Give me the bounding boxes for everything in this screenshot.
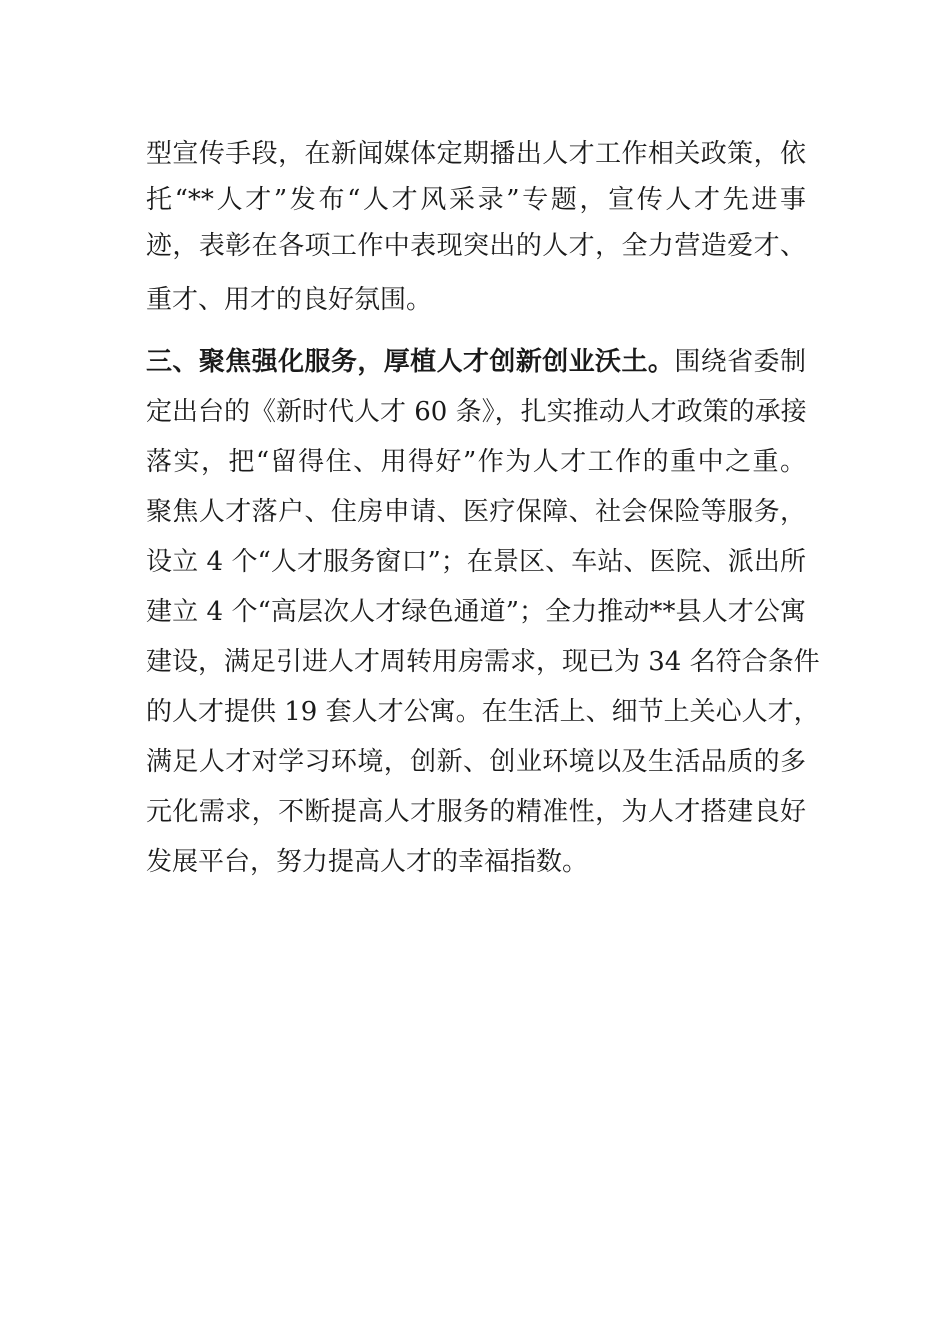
paragraph-2-line-1: [146, 347, 806, 377]
paragraph-2-line-10: 元化需求，不断提高人才服务的精准性，为人才搭建良好: [146, 797, 806, 827]
paragraph-2-line-4: 聚焦人才落户、住房申请、医疗保障、社会保险等服务，: [146, 497, 806, 527]
paragraph-1-line-1: 型宣传手段，在新闻媒体定期播出人才工作相关政策，依: [146, 139, 806, 169]
paragraph-2-line-9: 满足人才对学习环境，创新、创业环境以及生活品质的多: [146, 747, 806, 777]
paragraph-1-line-2: 托“**人才”发布“人才风采录”专题，宣传人才先进事: [146, 185, 806, 215]
paragraph-2-line-2: 定出台的《新时代人才 60 条》，扎实推动人才政策的承接: [146, 397, 807, 427]
paragraph-1-line-4: 重才、用才的良好氛围。: [146, 285, 433, 315]
paragraph-2-line-6: 建立 4 个“高层次人才绿色通道”；全力推动**县人才公寓: [146, 597, 806, 627]
paragraph-2-line-7: 建设，满足引进人才周转用房需求，现已为 34 名符合条件: [146, 647, 820, 677]
paragraph-2-line-3: 落实，把“留得住、用得好”作为人才工作的重中之重。: [146, 447, 806, 477]
section-heading: 三、聚焦强化服务，厚植人才创新创业沃土。: [146, 347, 675, 377]
paragraph-1-line-3: 迹，表彰在各项工作中表现突出的人才，全力营造爱才、: [146, 231, 806, 261]
paragraph-2-line-11: 发展平台，努力提高人才的幸福指数。: [146, 847, 589, 877]
paragraph-2-line-8: 的人才提供 19 套人才公寓。在生活上、细节上关心人才，: [146, 697, 820, 727]
paragraph-2-line-5: 设立 4 个“人才服务窗口”；在景区、车站、医院、派出所: [146, 547, 806, 577]
paragraph-2-line-1-rest: 围绕省委制: [674, 347, 806, 377]
